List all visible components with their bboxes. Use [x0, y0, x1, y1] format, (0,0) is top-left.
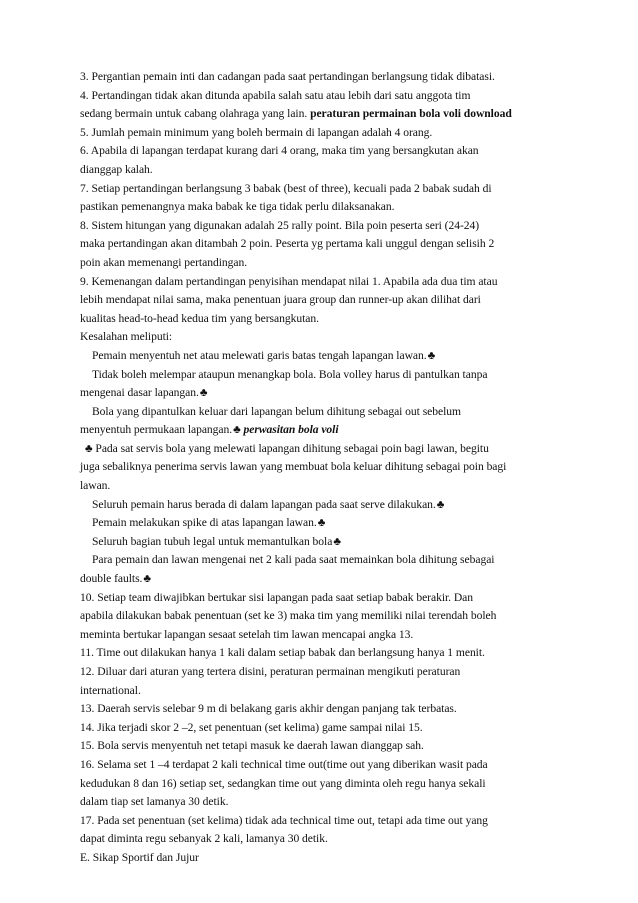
text-line-part: Pada sat servis bola yang melewati lapangan dihitung sebagai poin bagi lawan, begitu	[95, 441, 489, 455]
text-line: 9. Kemenangan dalam pertandingan penyisihan mendapat nilai 1. Apabila ada dua tim atau	[80, 274, 498, 288]
text-line: 4. Pertandingan tidak akan ditunda apabila salah satu atau lebih dari satu anggota tim	[80, 88, 471, 102]
text-line: 3. Pergantian pemain inti dan cadangan pada saat pertandingan berlangsung tidak dibatasi.	[80, 70, 495, 83]
text-line: poin akan memenangi pertandingan.	[80, 255, 248, 269]
text-line-part: double faults.	[80, 572, 143, 586]
text-line: 12. Diluar dari aturan yang tertera disini, peraturan permainan mengikuti peraturan	[80, 665, 461, 678]
text-line: maka pertandingan akan ditambah 2 poin. Peserta yg pertama kali unggul dengan selisih 2	[80, 237, 495, 251]
keyword-link[interactable]: peraturan permainan bola voli download	[310, 107, 512, 121]
text-line: juga sebaliknya penerima servis lawan yang membuat bola keluar dihitung sebagai poin bagi	[80, 460, 507, 474]
section-heading: E. Sikap Sportif dan Jujur	[80, 850, 199, 864]
text-line: international.	[80, 683, 141, 697]
text-line: 17. Pada set penentuan (set kelima) tidak ada technical time out, tetapi ada time out yang	[80, 813, 488, 827]
club-icon: ♣	[436, 497, 445, 511]
text-line: 11. Time out dilakukan hanya 1 kali dalam setiap babak dan berlangsung hanya 1 menit.	[80, 646, 485, 660]
bullet-line: Tidak boleh melempar ataupun menangkap bola. Bola volley harus di pantulkan tanpa	[92, 367, 488, 381]
bullet-line	[80, 514, 558, 533]
text-line: 15. Bola servis menyentuh net tetapi masuk ke daerah lawan dianggap sah.	[80, 739, 424, 753]
text-line	[80, 421, 558, 440]
text-line-part: Seluruh pemain harus berada di dalam lapangan pada saat serve dilakukan.	[92, 497, 436, 511]
text-line	[80, 105, 558, 124]
text-line: lebih mendapat nilai sama, maka penentuan juara group dan runner-up akan dilihat dari	[80, 293, 481, 307]
text-line: dapat diminta regu sebanyak 2 kali, lamanya 30 detik.	[80, 832, 328, 846]
section-heading: Kesalahan meliputi:	[80, 330, 173, 344]
bullet-line	[80, 347, 558, 366]
text-line: kualitas head-to-head kedua tim yang bersangkutan.	[80, 311, 319, 325]
club-icon: ♣	[85, 441, 93, 455]
club-icon: ♣	[143, 572, 151, 586]
text-line-part: Pemain menyentuh net atau melewati garis batas tengah lapangan lawan.	[92, 348, 427, 362]
text-line: 16. Selama set 1 –4 terdapat 2 kali technical time out(time out yang diberikan wasit pada	[80, 757, 488, 771]
bullet-line: Para pemain dan lawan mengenai net 2 kali pada saat memainkan bola dihitung sebagai	[92, 553, 495, 567]
text-line: apabila dilakukan babak penentuan (set ke 3) maka tim yang memiliki nilai terendah boleh	[80, 609, 497, 623]
text-line: 7. Setiap pertandingan berlangsung 3 babak (best of three), kecuali pada 2 babak sudah di	[80, 181, 492, 195]
text-line: 13. Daerah servis selebar 9 m di belakang garis akhir dengan panjang tak terbatas.	[80, 702, 457, 716]
club-icon: ♣	[427, 348, 436, 362]
text-line: lawan.	[80, 479, 111, 493]
text-line: 14. Jika terjadi skor 2 –2, set penentuan (set kelima) game sampai nilai 15.	[80, 720, 423, 734]
text-line: dianggap kalah.	[80, 162, 153, 176]
text-line: 5. Jumlah pemain minimum yang boleh bermain di lapangan adalah 4 orang.	[80, 125, 433, 139]
club-icon: ♣	[317, 516, 326, 530]
bullet-line	[80, 533, 558, 552]
bullet-line	[80, 440, 558, 459]
text-line-part: menyentuh permukaan lapangan.	[80, 423, 233, 437]
text-line	[80, 570, 558, 589]
text-line-part: sedang bermain untuk cabang olahraga yang lain.	[80, 107, 308, 121]
club-icon: ♣	[333, 534, 341, 548]
text-line: kedudukan 8 dan 16) setiap set, sedangkan time out yang diminta oleh regu hanya sekali	[80, 776, 486, 790]
text-line: meminta bertukar lapangan sesaat setelah tim lawan mencapai angka 13.	[80, 627, 414, 641]
text-line: pastikan pemenangnya maka babak ke tiga tidak perlu dilaksanakan.	[80, 200, 395, 214]
text-line: 8. Sistem hitungan yang digunakan adalah 25 rally point. Bila poin peserta seri (24-24)	[80, 218, 480, 232]
text-line-part: Seluruh bagian tubuh legal untuk memantulkan bola	[92, 534, 333, 548]
bullet-line: Bola yang dipantulkan keluar dari lapangan belum dihitung sebagai out sebelum	[92, 404, 461, 418]
keyword-link[interactable]: perwasitan bola voli	[243, 423, 339, 437]
text-line	[80, 384, 558, 403]
text-line: 10. Setiap team diwajibkan bertukar sisi lapangan pada saat setiap babak berakir. Dan	[80, 590, 474, 604]
text-line: 6. Apabila di lapangan terdapat kurang dari 4 orang, maka tim yang bersangkutan akan	[80, 144, 479, 158]
text-line-part: Pemain melakukan spike di atas lapangan lawan.	[92, 516, 317, 530]
club-icon: ♣	[233, 423, 241, 437]
club-icon: ♣	[199, 386, 208, 400]
bullet-line	[80, 496, 558, 515]
text-line: dalam tiap set lamanya 30 detik.	[80, 795, 229, 809]
text-line-part: mengenai dasar lapangan.	[80, 386, 199, 400]
